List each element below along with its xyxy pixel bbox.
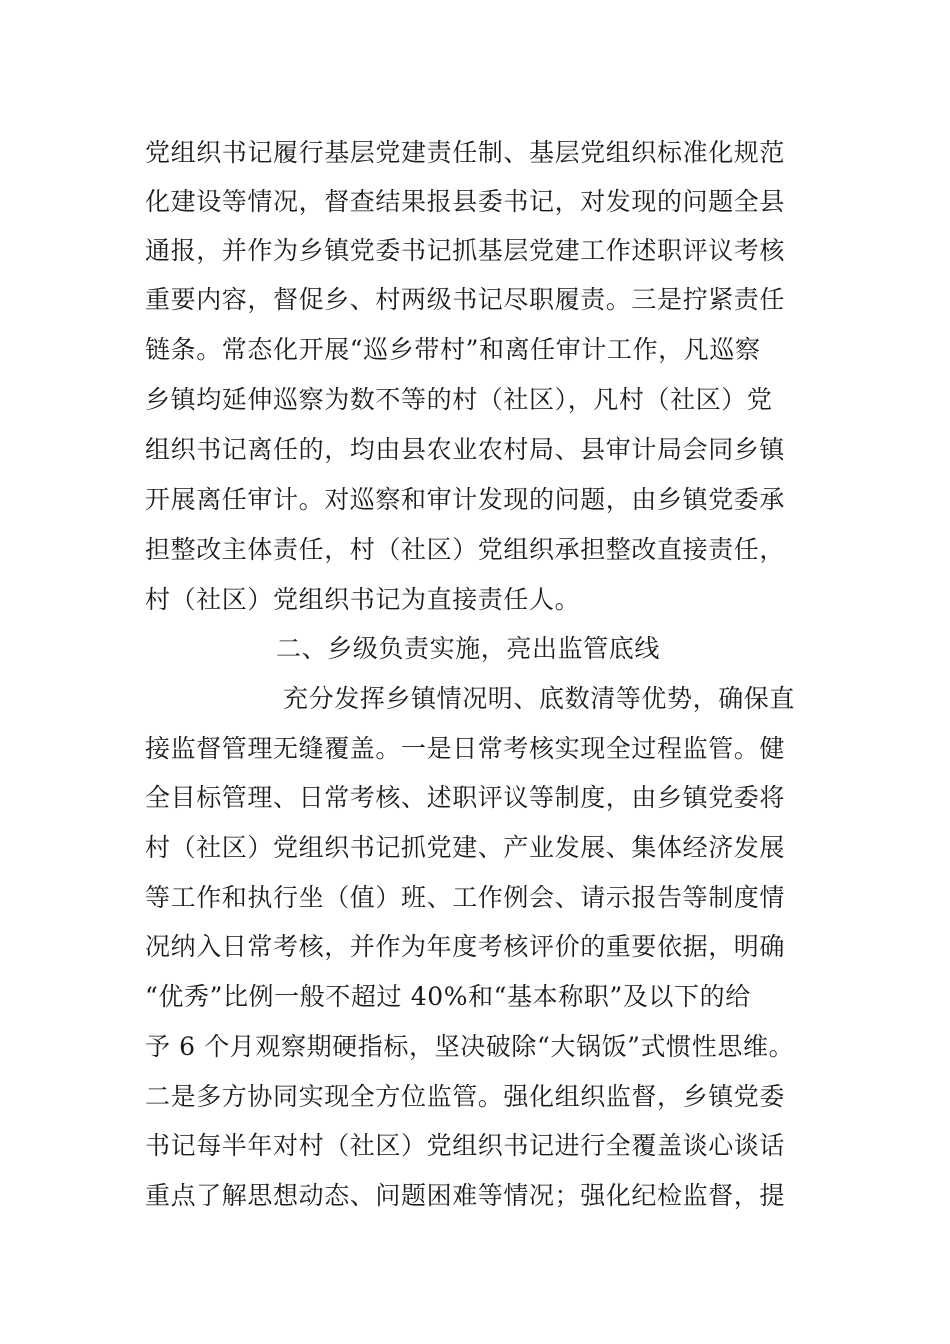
section-heading: 二、乡级负责实施，亮出监管底线 xyxy=(276,634,661,663)
paragraph-2-line-3: 全目标管理、日常考核、述职评议等制度，由乡镇党委将 xyxy=(145,783,786,812)
paragraph-1-line-7: 组织书记离任的，均由县农业农村局、县审计局会同乡镇 xyxy=(145,435,786,464)
paragraph-1-line-3: 通报，并作为乡镇党委书记抓基层党建工作述职评议考核 xyxy=(145,236,786,265)
paragraph-2-line-1: 充分发挥乡镇情况明、底数清等优势，确保直 xyxy=(283,684,796,713)
paragraph-1-line-1: 党组织书记履行基层党建责任制、基层党组织标准化规范 xyxy=(145,138,786,167)
paragraph-2-line-11: 重点了解思想动态、问题困难等情况；强化纪检监督，提 xyxy=(145,1181,786,1210)
paragraph-1-line-8: 开展离任审计。对巡察和审计发现的问题，由乡镇党委承 xyxy=(145,485,786,514)
paragraph-2-line-4: 村（社区）党组织书记抓党建、产业发展、集体经济发展 xyxy=(145,833,786,862)
paragraph-2-line-5: 等工作和执行坐（值）班、工作例会、请示报告等制度情 xyxy=(145,883,786,912)
paragraph-1-line-4: 重要内容，督促乡、村两级书记尽职履责。三是拧紧责任 xyxy=(145,285,786,314)
paragraph-1-line-6: 乡镇均延伸巡察为数不等的村（社区），凡村（社区）党 xyxy=(145,385,773,414)
paragraph-2-line-9: 二是多方协同实现全方位监管。强化组织监督，乡镇党委 xyxy=(145,1082,786,1111)
paragraph-2-line-7: “优秀”比例一般不超过 40%和“基本称职”及以下的给 xyxy=(145,982,751,1011)
paragraph-2-line-6: 况纳入日常考核，并作为年度考核评价的重要依据，明确 xyxy=(145,932,786,961)
paragraph-2-line-8: 予 6 个月观察期硬指标，坚决破除“大锅饭”式惯性思维。 xyxy=(145,1032,795,1061)
paragraph-1-line-5: 链条。常态化开展“巡乡带村”和离任审计工作，凡巡察 xyxy=(145,335,761,364)
paragraph-2-line-10: 书记每半年对村（社区）党组织书记进行全覆盖谈心谈话 xyxy=(145,1131,786,1160)
paragraph-1-line-10: 村（社区）党组织书记为直接责任人。 xyxy=(145,585,581,614)
paragraph-1-line-2: 化建设等情况，督查结果报县委书记，对发现的问题全县 xyxy=(145,187,786,216)
paragraph-1-line-9: 担整改主体责任，村（社区）党组织承担整改直接责任， xyxy=(145,535,786,564)
paragraph-2-line-2: 接监督管理无缝覆盖。一是日常考核实现全过程监管。健 xyxy=(145,734,786,763)
